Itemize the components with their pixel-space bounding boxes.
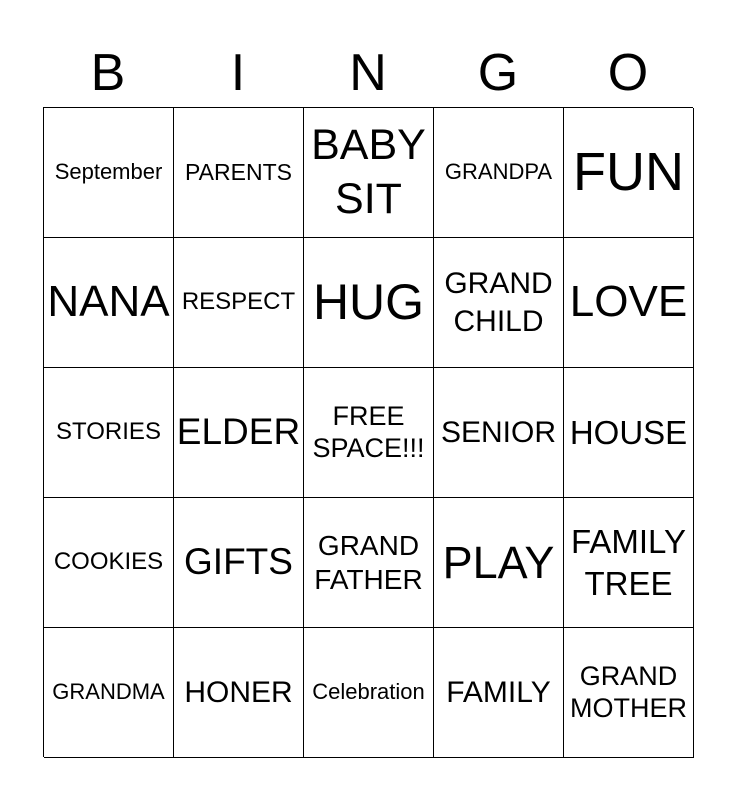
bingo-cell[interactable]: GRANDMA <box>44 628 174 758</box>
bingo-cell[interactable]: GRAND FATHER <box>304 498 434 628</box>
bingo-cell[interactable]: HONER <box>174 628 304 758</box>
bingo-cell[interactable]: FAMILY TREE <box>564 498 694 628</box>
bingo-cell[interactable]: ELDER <box>174 368 304 498</box>
bingo-cell[interactable]: NANA <box>44 238 174 368</box>
bingo-cell[interactable]: RESPECT <box>174 238 304 368</box>
bingo-cell[interactable]: LOVE <box>564 238 694 368</box>
bingo-cell[interactable]: HOUSE <box>564 368 694 498</box>
bingo-cell[interactable]: GIFTS <box>174 498 304 628</box>
bingo-cell[interactable]: GRANDPA <box>434 108 564 238</box>
bingo-cell[interactable]: FAMILY <box>434 628 564 758</box>
bingo-board <box>43 107 693 757</box>
bingo-cell[interactable]: September <box>44 108 174 238</box>
bingo-cell[interactable]: COOKIES <box>44 498 174 628</box>
bingo-cell[interactable]: PLAY <box>434 498 564 628</box>
bingo-cell[interactable]: HUG <box>304 238 434 368</box>
bingo-cell[interactable]: GRAND MOTHER <box>564 628 694 758</box>
bingo-cell[interactable]: Celebration <box>304 628 434 758</box>
bingo-cell[interactable]: GRAND CHILD <box>434 238 564 368</box>
bingo-cell[interactable]: BABY SIT <box>304 108 434 238</box>
header-letter-o: O <box>607 44 649 102</box>
header-letter-g: G <box>477 44 519 102</box>
header-letter-n: N <box>349 44 387 102</box>
bingo-header <box>43 40 693 106</box>
bingo-cell[interactable]: STORIES <box>44 368 174 498</box>
bingo-cell[interactable]: SENIOR <box>434 368 564 498</box>
header-letter-i: I <box>230 44 246 102</box>
bingo-cell[interactable]: PARENTS <box>174 108 304 238</box>
free-space-cell[interactable]: FREE SPACE!!! <box>304 368 434 498</box>
header-letter-b: B <box>90 44 126 102</box>
bingo-cell[interactable]: FUN <box>564 108 694 238</box>
